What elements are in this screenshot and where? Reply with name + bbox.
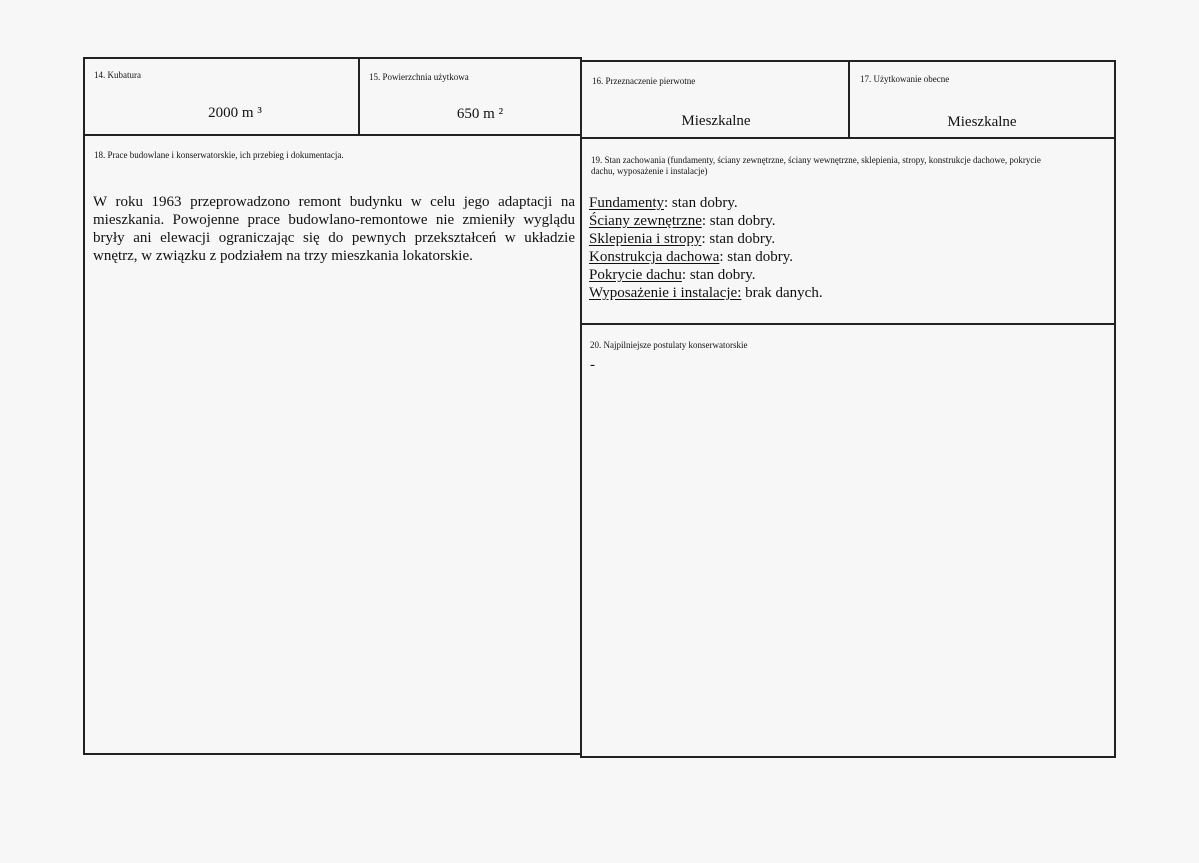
divider-14-15 <box>358 57 360 135</box>
uzytkowanie-value: Mieszkalne <box>947 114 1017 130</box>
bottom-border-right <box>580 756 1116 758</box>
stan-zachowania-list <box>589 194 823 302</box>
list-item: Wyposażenie i instalacje: brak danych. <box>589 285 823 301</box>
postulaty-label: 20. Najpilniejsze postulaty konserwatorskie <box>590 340 748 350</box>
divider-19-20 <box>580 323 1116 325</box>
kubatura-label: 14. Kubatura <box>94 70 141 80</box>
powierzchnia-value: 650 m ² <box>456 106 504 122</box>
list-item: Sklepienia i stropy: stan dobry. <box>589 231 776 247</box>
list-item: Pokrycie dachu: stan dobry. <box>589 267 756 283</box>
przeznaczenie-label: 16. Przeznaczenie pierwotne <box>592 76 696 86</box>
left-border <box>83 57 85 754</box>
przeznaczenie-value: Mieszkalne <box>681 113 751 129</box>
uzytkowanie-label: 17. Użytkowanie obecne <box>860 74 950 84</box>
center-divider <box>580 57 582 757</box>
prace-label: 18. Prace budowlane i konserwatorskie, ich przebieg i dokumentacja. <box>94 150 344 160</box>
list-item: Fundamenty: stan dobry. <box>589 195 738 211</box>
stan-zachowania-label: 19. Stan zachowania (fundamenty, ściany zewnętrzne, ściany wewnętrzne, sklepienia, stropy, konstrukcje dachowe, pokrycie dachu, wyposażenie i instalacje) <box>591 155 1041 176</box>
divider-16-17 <box>848 60 850 138</box>
right-border <box>1114 60 1116 757</box>
top-border <box>83 57 581 59</box>
prace-text: W roku 1963 przeprowadzono remont budynku w celu jego adaptacji na mieszkania. Powojenne prace budowlano-remontowe nie zmieniły wyglądu bryły ani elewacji ograniczając się do pewnych przekształceń w układzie wnętrz, w związku z podziałem na trzy mieszkania lokatorskie. <box>93 194 575 264</box>
postulaty-text: - <box>590 357 595 373</box>
list-item: Konstrukcja dachowa: stan dobry. <box>589 249 793 265</box>
bottom-border-left <box>83 753 581 755</box>
kubatura-value: 2000 m ³ <box>208 105 262 121</box>
row-divider-left <box>83 134 581 136</box>
list-item: Ściany zewnętrzne: stan dobry. <box>589 213 776 229</box>
powierzchnia-label: 15. Powierzchnia użytkowa <box>369 72 469 82</box>
